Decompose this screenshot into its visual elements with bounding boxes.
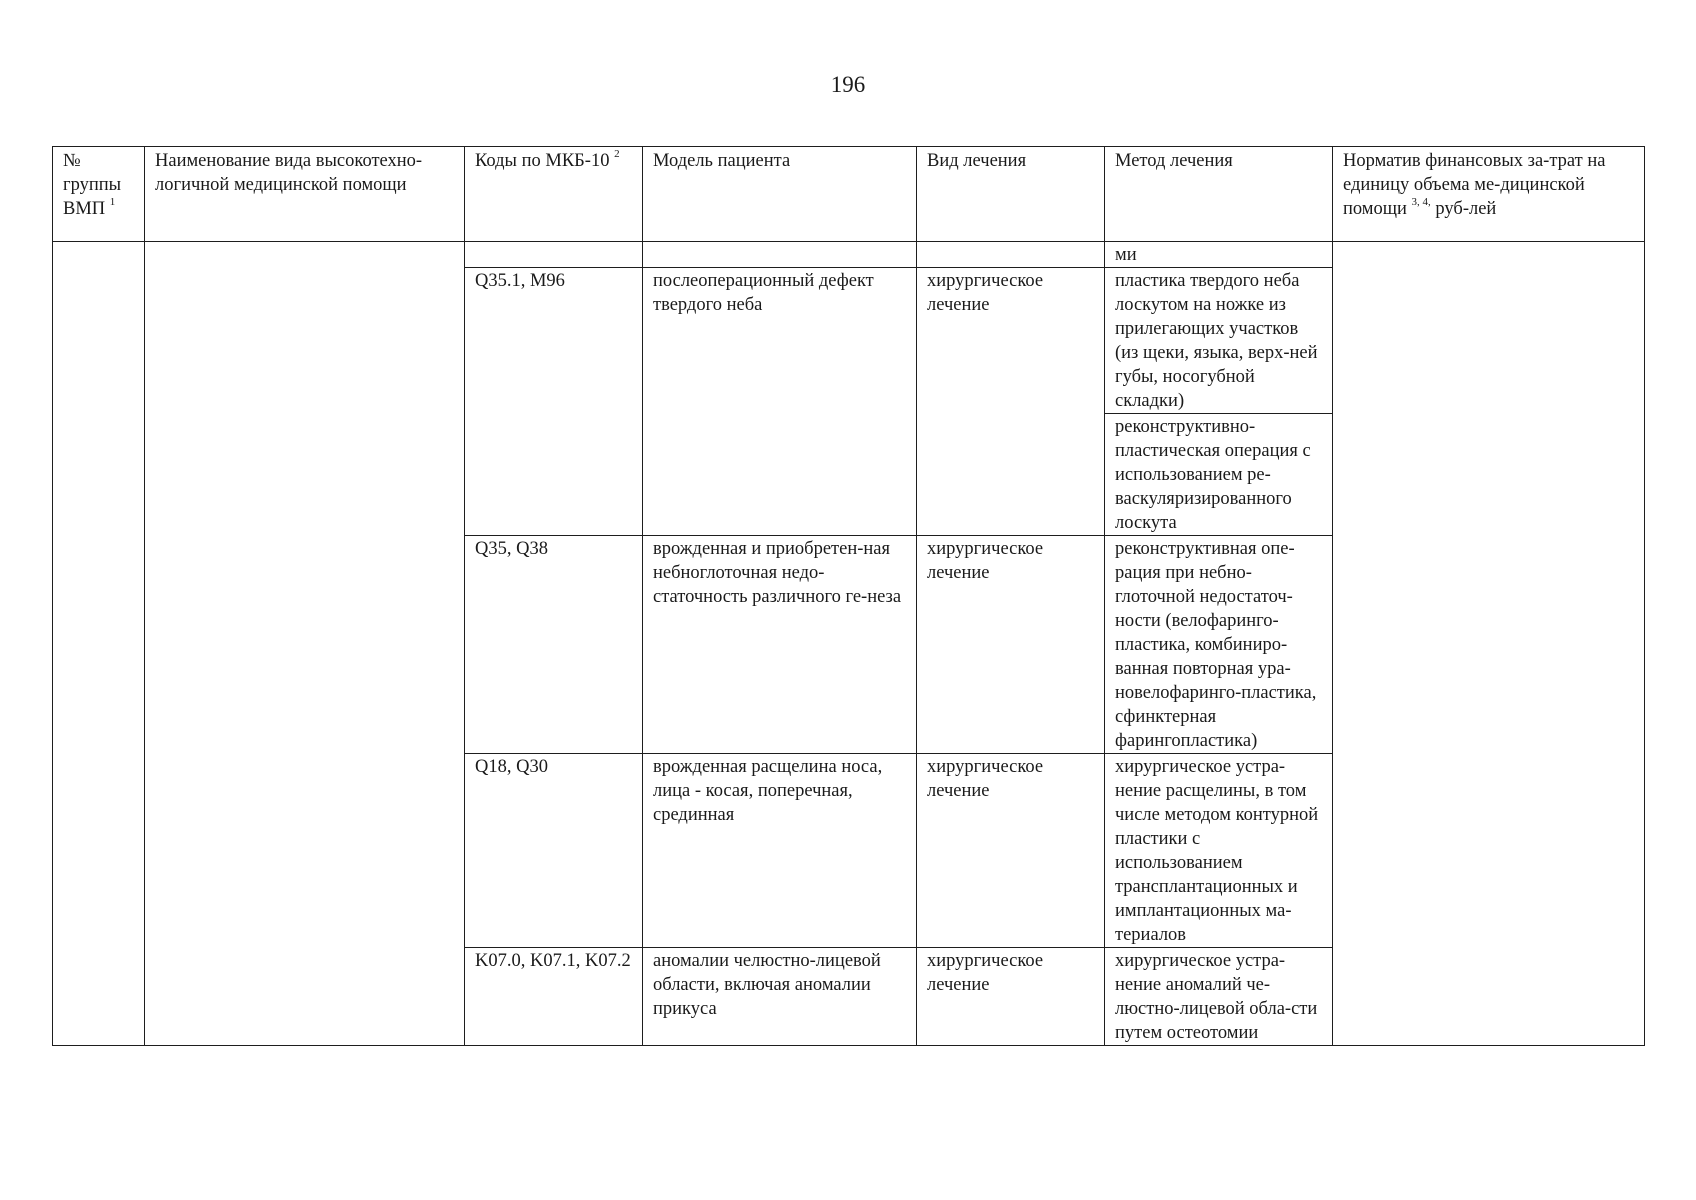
method-cell: реконструктивно-пластическая операция с использованием ре-васкуляризированного лоскута [1105,414,1333,536]
codes-cell: Q35, Q38 [465,536,643,754]
method-cell: реконструктивная опе-рация при небно-глоточной недостаточ-ности (велофаринго-пластика, комбиниро-ванная повторная ура-новелофаринго-пластика, сфинктерная фарингопластика) [1105,536,1333,754]
codes-cell: Q35.1, M96 [465,268,643,536]
table-row [53,242,1645,268]
method-cell: пластика твердого неба лоскутом на ножке из прилегающих участков (из щеки, языка, верх-ней губы, носогубной складки) [1105,268,1333,414]
codes-cell: K07.0, K07.1, K07.2 [465,948,643,1046]
name-cell [145,242,465,1046]
codes-cell [465,242,643,268]
header-icd-codes: Коды по МКБ-10 $^2$ [465,147,643,242]
header-name: Наименование вида высокотехно-логичной медицинской помощи [145,147,465,242]
header-treatment-type: Вид лечения [917,147,1105,242]
header-cost-norm: Норматив финансовых за-трат на единицу объема ме-дицинской помощи $^{3, 4,}$ руб-лей [1333,147,1645,242]
group-no-cell [53,242,145,1046]
cost-norm-cell [1333,242,1645,1046]
patient-model-cell: врожденная расщелина носа, лица - косая, поперечная, срединная [643,754,917,948]
header-treatment-method: Метод лечения [1105,147,1333,242]
patient-model-cell: послеоперационный дефект твердого неба [643,268,917,536]
codes-cell: Q18, Q30 [465,754,643,948]
patient-model-cell: аномалии челюстно-лицевой области, включая аномалии прикуса [643,948,917,1046]
treatment-type-cell: хирургическое лечение [917,536,1105,754]
method-cell: ми [1105,242,1333,268]
patient-model-cell [643,242,917,268]
header-row [53,147,1645,242]
page-number: 196 [830,72,866,97]
patient-model-cell: врожденная и приобретен-ная небноглоточная недо-статочность различного ге-неза [643,536,917,754]
treatment-type-cell: хирургическое лечение [917,754,1105,948]
treatment-type-cell: хирургическое лечение [917,948,1105,1046]
treatment-type-cell: хирургическое лечение [917,268,1105,536]
vmp-table [52,146,1645,1046]
treatment-type-cell [917,242,1105,268]
method-cell: хирургическое устра-нение аномалий че-люстно-лицевой обла-сти путем остеотомии [1105,948,1333,1046]
method-cell: хирургическое устра-нение расщелины, в том числе методом контурной пластики с использованием трансплантационных и имплантационных ма-териалов [1105,754,1333,948]
header-patient-model: Модель пациента [643,147,917,242]
header-group-no: № группы ВМП $^1$ [53,147,145,242]
